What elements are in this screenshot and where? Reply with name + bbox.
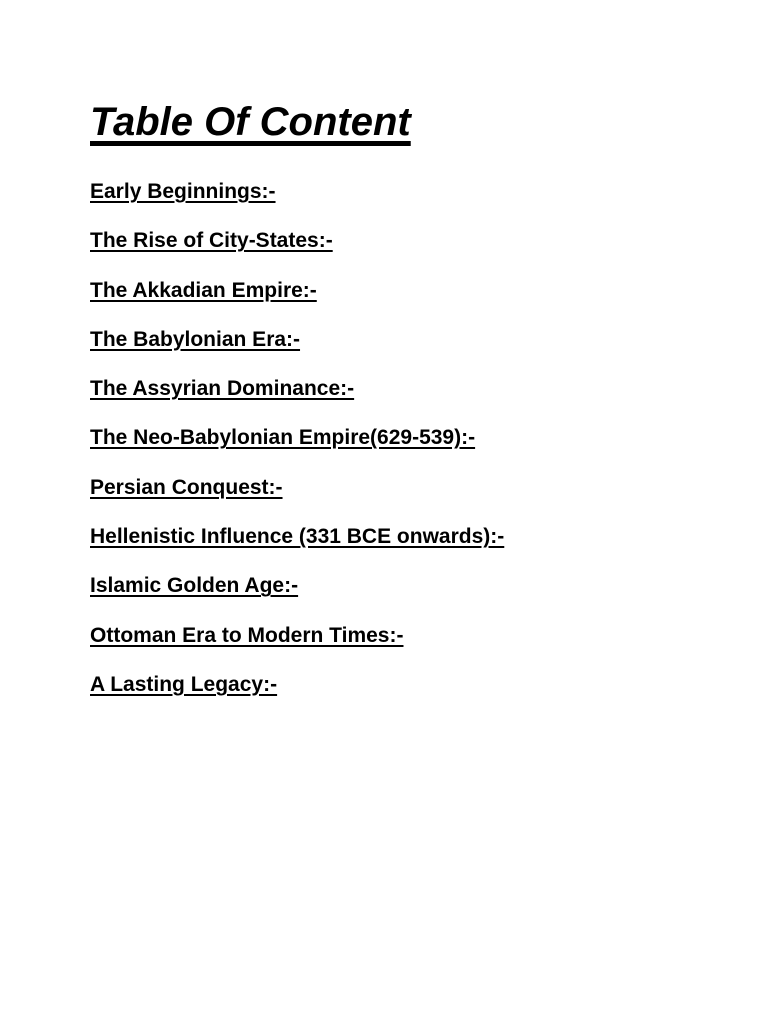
toc-entry-hellenistic-influence xyxy=(90,521,504,570)
toc-entry-assyrian-dominance xyxy=(90,373,504,422)
toc-list xyxy=(90,176,504,718)
toc-title: Table Of Content xyxy=(90,100,411,144)
toc-entry-label: The Neo-Babylonian Empire(629-539):- xyxy=(90,426,476,450)
toc-entry-label: The Assyrian Dominance:- xyxy=(90,377,355,401)
toc-entry-akkadian-empire xyxy=(90,275,504,324)
toc-entry-persian-conquest xyxy=(90,472,504,521)
toc-entry-rise-of-city-states xyxy=(90,225,504,274)
toc-entry-label: Islamic Golden Age:- xyxy=(90,574,299,598)
toc-entry-label: A Lasting Legacy:- xyxy=(90,672,278,696)
toc-entry-label: The Akkadian Empire:- xyxy=(90,278,317,302)
toc-entry-ottoman-era xyxy=(90,620,504,669)
toc-entry-label: Persian Conquest:- xyxy=(90,475,283,499)
toc-entry-islamic-golden-age xyxy=(90,570,504,619)
toc-entry-label: Early Beginnings:- xyxy=(90,180,276,203)
toc-entry-label: The Babylonian Era:- xyxy=(90,327,301,351)
toc-entry-neo-babylonian-empire xyxy=(90,422,504,471)
toc-entry-early-beginnings xyxy=(90,176,504,225)
toc-entry-babylonian-era xyxy=(90,324,504,373)
toc-entry-label: The Rise of City-States:- xyxy=(90,229,333,253)
toc-entry-label: Hellenistic Influence (331 BCE onwards):- xyxy=(90,525,505,549)
toc-entry-label: Ottoman Era to Modern Times:- xyxy=(90,623,404,647)
toc-entry-lasting-legacy xyxy=(90,669,504,718)
